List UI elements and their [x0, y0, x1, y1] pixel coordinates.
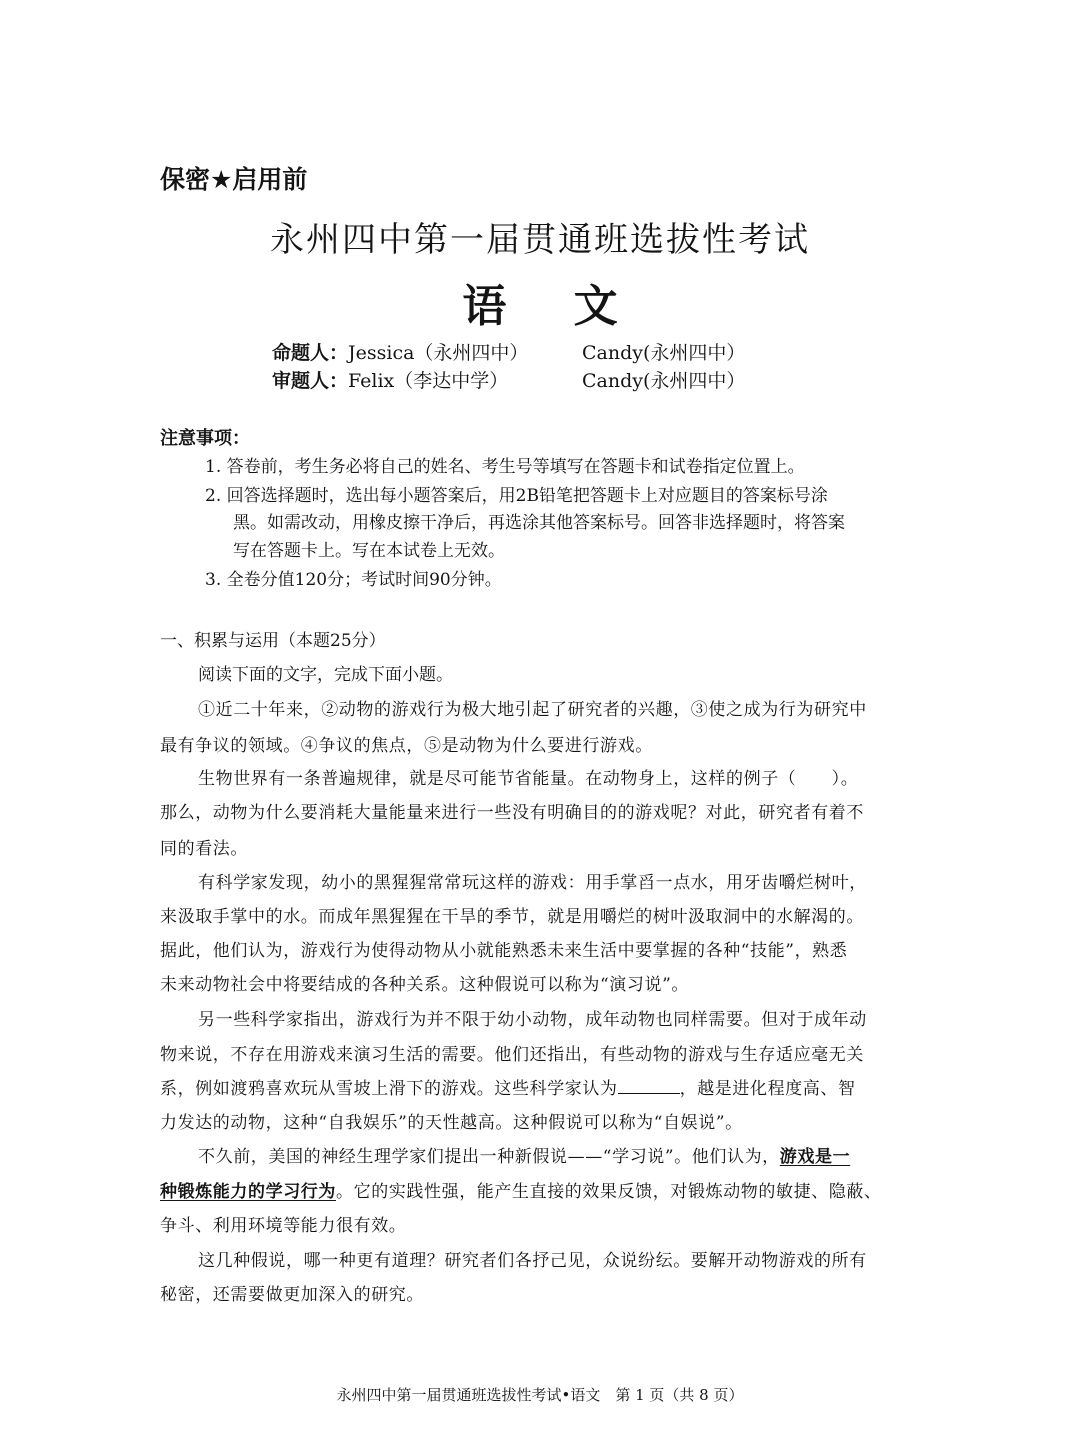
passage-text: 系，例如渡鸦喜欢玩从雪坡上滑下的游戏。这些科学家认为: [160, 1079, 618, 1099]
passage-line: 力发达的动物，这种“自我娱乐”的天性越高。这种假说可以称为“自娱说”。: [160, 1113, 743, 1133]
notice-item-2: 2. 回答选择题时，选出每小题答案后，用2B铅笔把答题卡上对应题目的答案标号涂: [205, 486, 828, 506]
passage-line: 最有争议的领域。④争议的焦点，⑤是动物为什么要进行游戏。: [160, 736, 653, 756]
passage-text: ，越是进化程度高、智: [679, 1079, 856, 1099]
notice-item-2-cont: 写在答题卡上。写在本试卷上无效。: [233, 541, 505, 561]
passage-line: 这几种假说，哪一种更有道理？研究者们各抒己见，众说纷纭。要解开动物游戏的所有: [198, 1251, 867, 1271]
passage-line: 未来动物社会中将要结成的各种关系。这种假说可以称为“演习说”。: [160, 975, 689, 995]
passage-text: 不久前，美国的神经生理学家们提出一种新假说——“学习说”。他们认为，: [198, 1147, 780, 1167]
passage-line: 那么，动物为什么要消耗大量能量来进行一些没有明确目的的游戏呢？对此，研究者有着不: [160, 803, 864, 823]
passage-line: 秘密，还需要做更加深入的研究。: [160, 1285, 424, 1305]
passage-line: ①近二十年来，②动物的游戏行为极大地引起了研究者的兴趣，③使之成为行为研究中: [198, 700, 867, 720]
author-row: [272, 338, 746, 365]
notice-label: 注意事项：: [160, 428, 250, 449]
passage-text: 。它的实践性强，能产生直接的效果反馈，对锻炼动物的敏捷、隐蔽、: [336, 1182, 882, 1202]
section-heading: 一、积累与运用（本题25分）: [160, 631, 386, 651]
fill-in-blank: [618, 1092, 680, 1094]
reviewer-label: 审题人：: [272, 370, 349, 392]
passage-line: [160, 1177, 882, 1202]
author-label: 命题人：: [272, 342, 349, 364]
page-footer: 永州四中第一届贯通班选拔性考试•语文 第 1 页（共 8 页）: [336, 1386, 744, 1404]
passage-line: 来汲取手掌中的水。而成年黑猩猩在干旱的季节，就是用嚼烂的树叶汲取洞中的水解渴的。: [160, 907, 864, 927]
underlined-phrase: 游戏是一: [779, 1147, 851, 1167]
passage-line: 有科学家发现，幼小的黑猩猩常常玩这样的游戏：用手掌舀一点水，用牙齿嚼烂树叶，: [198, 873, 867, 893]
reviewer-row: [272, 366, 746, 393]
reviewer-2: Candy(永州四中）: [582, 370, 746, 392]
passage-line: 同的看法。: [160, 839, 248, 859]
passage-line: [198, 1142, 850, 1167]
passage-line: 另一些科学家指出，游戏行为并不限于幼小动物，成年动物也同样需要。但对于成年动: [198, 1010, 867, 1030]
notice-item-1: 1. 答卷前，考生务必将自己的姓名、考生号等填写在答题卡和试卷指定位置上。: [205, 457, 805, 477]
notice-item-3: 3. 全卷分值120分；考试时间90分钟。: [205, 570, 502, 590]
passage-line: 生物世界有一条普遍规律，就是尽可能节省能量。在动物身上，这样的例子（ ）。: [198, 769, 859, 789]
notice-item-2-cont: 黑。如需改动，用橡皮擦干净后，再选涂其他答案标号。回答非选择题时，将答案: [233, 513, 845, 533]
subject-title: 语 文: [462, 281, 644, 332]
passage-line: 物来说，不存在用游戏来演习生活的需要。他们还指出，有些动物的游戏与生存适应毫无关: [160, 1045, 864, 1065]
passage-line: 争斗、利用环境等能力很有效。: [160, 1216, 407, 1236]
reviewer-1: Felix（李达中学）: [348, 370, 509, 392]
exam-title: 永州四中第一届贯通班选拔性考试: [270, 220, 810, 260]
underlined-phrase: 种锻炼能力的学习行为: [160, 1182, 336, 1202]
confidential-mark: 保密★启用前: [160, 165, 308, 194]
passage-line: [160, 1074, 856, 1099]
passage-line: 据此，他们认为，游戏行为使得动物从小就能熟悉未来生活中要掌握的各种“技能”，熟悉: [160, 941, 848, 961]
reading-instruction: 阅读下面的文字，完成下面小题。: [198, 665, 453, 685]
author-2: Candy(永州四中）: [582, 342, 746, 364]
author-1: Jessica（永州四中）: [348, 342, 529, 364]
